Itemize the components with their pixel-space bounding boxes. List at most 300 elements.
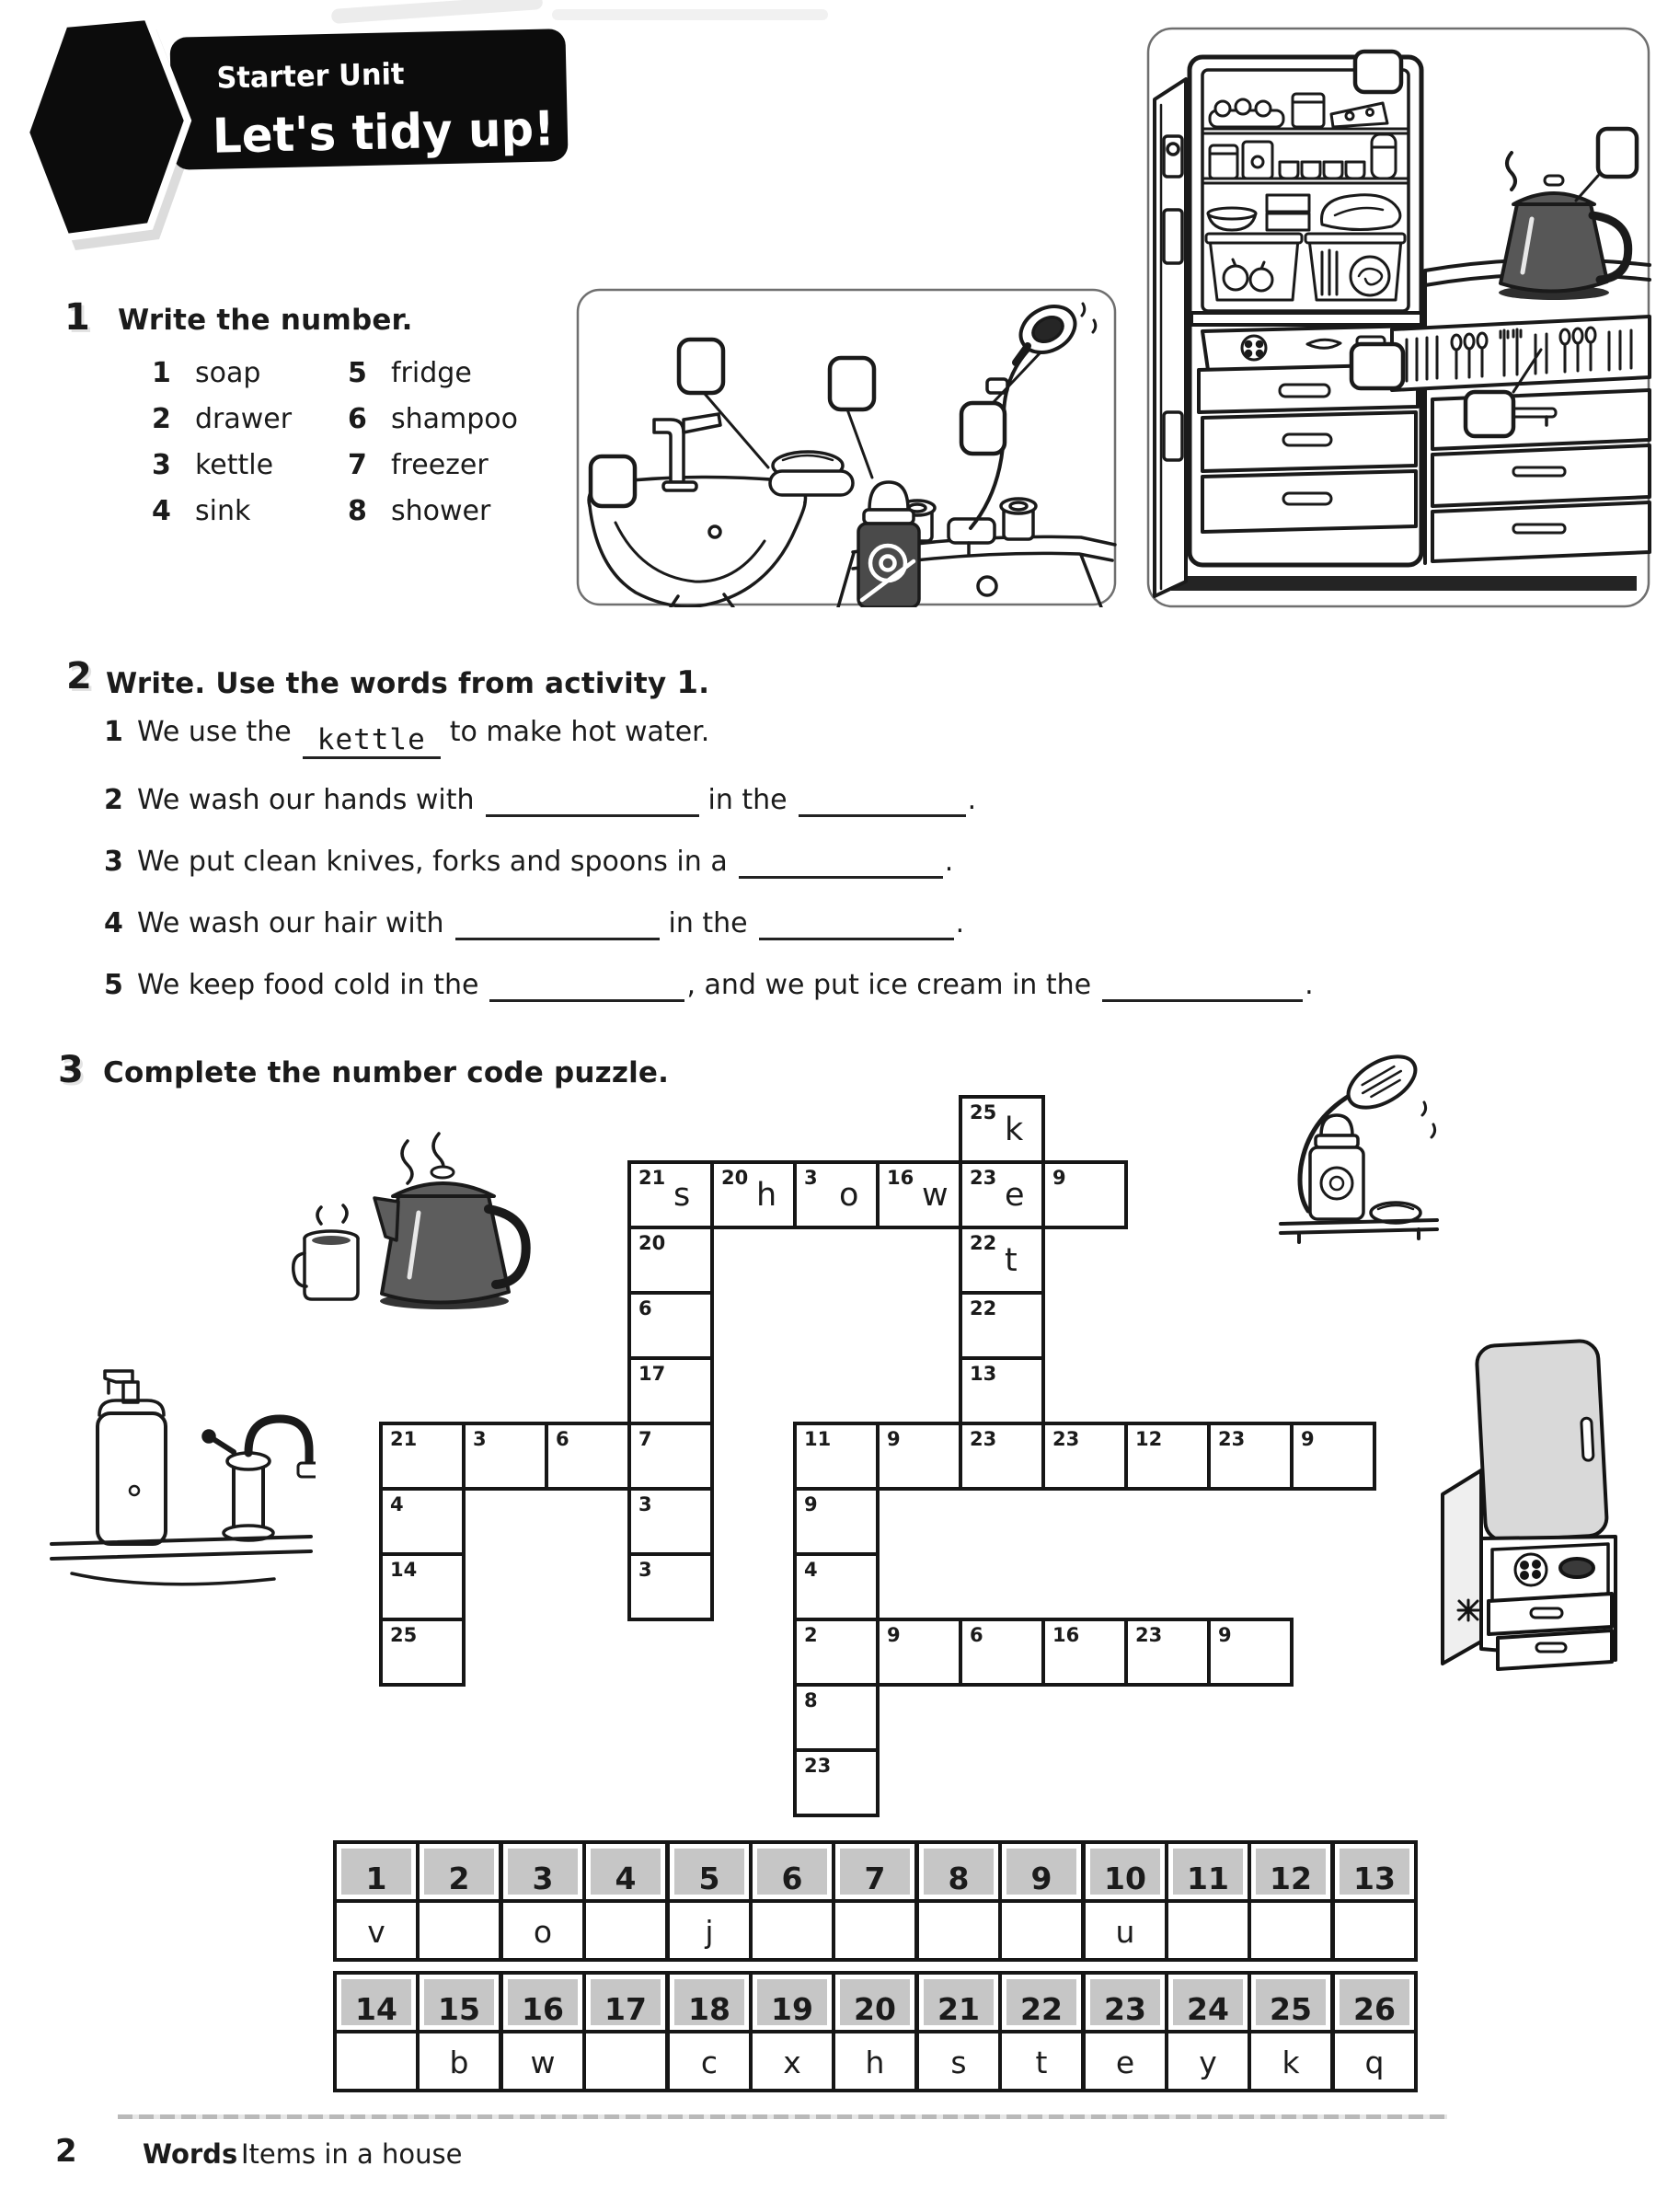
puzzle-cell-letter: o — [839, 1177, 859, 1214]
word-label: drawer — [195, 403, 293, 435]
puzzle-cell-number: 17 — [638, 1363, 666, 1385]
answer-box-shampoo[interactable] — [830, 358, 874, 409]
shower-shelf-illustration — [1244, 1047, 1451, 1245]
puzzle-cell-3[interactable] — [627, 1552, 714, 1621]
code-number-highlight — [1006, 1979, 1076, 2025]
puzzle-cell-number: 9 — [887, 1428, 901, 1450]
code-number-highlight — [424, 1979, 494, 2025]
footer-section: Words — [143, 2138, 238, 2170]
puzzle-cell-23-e — [959, 1160, 1045, 1229]
code-number-cell-2 — [416, 1840, 502, 1903]
code-number: 6 — [781, 1861, 803, 1896]
tap-icon — [203, 1419, 316, 1540]
activity2-instruction: Write. Use the words from activity 1. — [106, 664, 710, 701]
code-number: 8 — [948, 1861, 970, 1896]
tap-base — [663, 482, 696, 490]
puzzle-cell-number: 9 — [804, 1493, 818, 1515]
puzzle-cell-20[interactable] — [627, 1226, 714, 1295]
puzzle-cell-7[interactable] — [627, 1422, 714, 1491]
code-number-highlight — [924, 1979, 994, 2025]
page-number: 2 — [55, 2133, 77, 2170]
puzzle-cell-9[interactable] — [876, 1618, 962, 1687]
code-number-highlight — [1173, 1849, 1243, 1895]
answer-box-kettle[interactable] — [1598, 129, 1637, 177]
word-label: fridge — [391, 357, 472, 389]
code-letter-cell-24 — [1165, 2030, 1251, 2092]
code-number-cell-11 — [1165, 1840, 1251, 1903]
code-number: 25 — [1270, 1991, 1312, 2027]
sink-drain — [709, 526, 720, 537]
sentence-1 — [104, 716, 1300, 759]
code-number: 1 — [365, 1861, 387, 1896]
code-number-cell-21 — [915, 1971, 1002, 2033]
puzzle-cell-number: 23 — [970, 1167, 997, 1189]
sentence-4 — [104, 901, 1300, 940]
fill-in-blank[interactable] — [1102, 962, 1303, 1002]
word-number: 2 — [152, 403, 171, 435]
code-number: 10 — [1104, 1861, 1146, 1896]
puzzle-cell-16-w — [876, 1160, 962, 1229]
code-letter: y — [1199, 2045, 1217, 2080]
sentence-text: We wash our hair with — [137, 907, 444, 939]
kettle-and-mug-illustration — [290, 1102, 538, 1319]
code-number-cell-18 — [666, 1971, 753, 2033]
code-letter-cell-18 — [666, 2030, 753, 2092]
code-number-highlight — [1256, 1849, 1326, 1895]
code-number: 21 — [937, 1991, 980, 2027]
soap-dispenser-tap-illustration — [44, 1351, 316, 1627]
code-number: 26 — [1353, 1991, 1396, 2027]
puzzle-cell-number: 6 — [638, 1297, 652, 1319]
puzzle-cell-12[interactable] — [1124, 1422, 1211, 1491]
puzzle-cell-number: 3 — [638, 1493, 652, 1515]
puzzle-cell-number: 23 — [1135, 1624, 1163, 1646]
code-letter-cell-13[interactable] — [1331, 1899, 1418, 1962]
sentence-number: 3 — [104, 846, 123, 878]
puzzle-cell-number: 6 — [970, 1624, 983, 1646]
code-number-highlight — [924, 1849, 994, 1895]
code-number: 7 — [864, 1861, 886, 1896]
fill-in-blank[interactable] — [739, 839, 943, 879]
sentence-number: 2 — [104, 784, 123, 816]
code-number: 12 — [1270, 1861, 1312, 1896]
code-number-cell-9 — [998, 1840, 1085, 1903]
puzzle-cell-14[interactable] — [379, 1552, 466, 1621]
puzzle-cell-number: 3 — [473, 1428, 487, 1450]
code-letter-cell-11[interactable] — [1165, 1899, 1251, 1962]
sentence-text: We put clean knives, forks and spoons in a — [137, 846, 728, 878]
code-number-cell-26 — [1331, 1971, 1418, 2033]
puzzle-cell-number: 25 — [390, 1624, 418, 1646]
puzzle-cell-25-k — [959, 1095, 1045, 1164]
sentence-text: in the — [668, 907, 748, 939]
kitchen-illustration-panel — [1145, 26, 1651, 609]
code-letter: x — [783, 2045, 801, 2080]
code-number-cell-19 — [749, 1971, 835, 2033]
puzzle-cell-9[interactable] — [793, 1487, 880, 1556]
floor-shadow — [1171, 576, 1637, 591]
code-letter: j — [705, 1914, 714, 1950]
code-table-1-13 — [333, 1840, 1501, 1965]
code-letter: u — [1115, 1914, 1135, 1950]
code-letter-cell-9[interactable] — [998, 1899, 1085, 1962]
code-table-14-26 — [333, 1971, 1501, 2096]
code-number-highlight — [674, 1979, 744, 2025]
code-letter-cell-15 — [416, 2030, 502, 2092]
code-number-highlight — [840, 1849, 910, 1895]
sentence-text: to make hot water. — [449, 716, 710, 748]
code-number-highlight — [591, 1849, 661, 1895]
code-number-cell-23 — [1082, 1971, 1168, 2033]
puzzle-cell-3-o — [793, 1160, 880, 1229]
puzzle-cell-6[interactable] — [959, 1618, 1045, 1687]
code-letter-cell-22 — [998, 2030, 1085, 2092]
code-number-highlight — [840, 1979, 910, 2025]
puzzle-cell-20-h — [710, 1160, 797, 1229]
puzzle-cell-number: 9 — [1301, 1428, 1315, 1450]
code-letter-cell-1 — [333, 1899, 420, 1962]
sentence-number: 1 — [104, 716, 123, 748]
code-letter: b — [449, 2045, 469, 2080]
code-number-highlight — [341, 1849, 411, 1895]
code-number-cell-3 — [500, 1840, 586, 1903]
puzzle-cell-11[interactable] — [793, 1422, 880, 1491]
code-number-cell-17 — [582, 1971, 669, 2033]
bathroom-illustration-panel — [575, 287, 1118, 607]
answer-box-shower[interactable] — [961, 403, 1005, 454]
puzzle-cell-23[interactable] — [1124, 1618, 1211, 1687]
word-label: soap — [195, 357, 261, 389]
code-number-highlight — [757, 1979, 827, 2025]
puzzle-cell-number: 20 — [721, 1167, 749, 1189]
code-letter-cell-23 — [1082, 2030, 1168, 2092]
activity3-number: 3 — [58, 1049, 84, 1091]
fill-in-blank[interactable] — [455, 901, 660, 940]
code-number-highlight — [1090, 1849, 1160, 1895]
answer-box-sink[interactable] — [591, 456, 635, 506]
fill-in-blank[interactable] — [799, 778, 966, 817]
code-letter: w — [530, 2045, 556, 2080]
puzzle-cell-9[interactable] — [876, 1422, 962, 1491]
code-letter: v — [367, 1914, 385, 1950]
puzzle-cell-8[interactable] — [793, 1683, 880, 1752]
sink-edge — [72, 1573, 274, 1584]
fill-in-blank[interactable] — [489, 962, 684, 1002]
answer-box-drawer[interactable] — [1466, 392, 1513, 436]
code-letter-cell-12[interactable] — [1248, 1899, 1334, 1962]
word-number: 8 — [348, 495, 367, 527]
puzzle-cell-number: 20 — [638, 1232, 666, 1254]
fill-in-blank[interactable] — [486, 778, 699, 817]
code-number-highlight — [1090, 1979, 1160, 2025]
sentence-number: 5 — [104, 969, 123, 1001]
puzzle-cell-number: 22 — [970, 1232, 997, 1254]
word-label: shampoo — [391, 403, 519, 435]
puzzle-cell-number: 23 — [1052, 1428, 1080, 1450]
code-number-cell-24 — [1165, 1971, 1251, 2033]
code-number: 16 — [522, 1991, 564, 2027]
code-letter: e — [1115, 2045, 1135, 2080]
code-number-highlight — [1340, 1849, 1409, 1895]
code-letter: q — [1364, 2045, 1385, 2080]
code-letter-cell-4[interactable] — [582, 1899, 669, 1962]
puzzle-cell-23[interactable] — [1207, 1422, 1294, 1491]
puzzle-cell-9[interactable] — [1207, 1618, 1294, 1687]
footer-topic: Items in a house — [241, 2138, 463, 2170]
code-number-highlight — [1340, 1979, 1409, 2025]
code-letter-cell-20 — [832, 2030, 918, 2092]
puzzle-cell-number: 3 — [804, 1167, 818, 1189]
puzzle-cell-letter: w — [922, 1177, 949, 1214]
word-number: 3 — [152, 449, 171, 481]
door-handle — [1581, 1418, 1593, 1461]
code-letter: c — [700, 2045, 719, 2080]
puzzle-cell-9[interactable] — [1041, 1160, 1128, 1229]
code-number-highlight — [674, 1849, 744, 1895]
answer-box-fridge[interactable] — [1355, 52, 1401, 92]
code-number: 3 — [532, 1861, 554, 1896]
code-letter: t — [1035, 2045, 1048, 2080]
puzzle-cell-number: 16 — [1052, 1624, 1080, 1646]
code-letter: o — [533, 1914, 553, 1950]
puzzle-cell-letter: t — [1005, 1242, 1018, 1279]
code-number: 5 — [698, 1861, 720, 1896]
puzzle-cell-letter: k — [1005, 1112, 1024, 1148]
sentence-text: . — [1305, 969, 1314, 1001]
code-letter-cell-25 — [1248, 2030, 1334, 2092]
code-number-cell-12 — [1248, 1840, 1334, 1903]
code-number-highlight — [508, 1979, 578, 2025]
code-number: 20 — [854, 1991, 896, 2027]
sentence-3 — [104, 839, 1300, 879]
activity3-instruction: Complete the number code puzzle. — [103, 1056, 670, 1089]
puzzle-cell-3[interactable] — [627, 1487, 714, 1556]
word-label: kettle — [195, 449, 274, 481]
code-number-highlight — [1256, 1979, 1326, 2025]
puzzle-cell-23[interactable] — [793, 1748, 880, 1817]
code-number-cell-1 — [333, 1840, 420, 1903]
code-letter-cell-7[interactable] — [832, 1899, 918, 1962]
code-number-highlight — [424, 1849, 494, 1895]
code-number-cell-22 — [998, 1971, 1085, 2033]
activity1-number: 1 — [64, 296, 90, 339]
freezer-illustration — [1428, 1332, 1644, 1677]
puzzle-cell-number: 13 — [970, 1363, 997, 1385]
puzzle-cell-16[interactable] — [1041, 1618, 1128, 1687]
code-number-highlight — [1173, 1979, 1243, 2025]
sentence-text: . — [944, 846, 954, 878]
puzzle-cell-letter: e — [1005, 1177, 1025, 1214]
shampoo-bottle — [1310, 1115, 1363, 1219]
sentence-5 — [104, 962, 1314, 1002]
shelf — [1281, 1220, 1437, 1242]
code-number-highlight — [508, 1849, 578, 1895]
code-number-highlight — [757, 1849, 827, 1895]
code-letter-cell-8[interactable] — [915, 1899, 1002, 1962]
snowflake-icon — [1458, 1600, 1478, 1620]
word-number: 5 — [348, 357, 367, 389]
puzzle-cell-23[interactable] — [1041, 1422, 1128, 1491]
puzzle-cell-9[interactable] — [1290, 1422, 1376, 1491]
fridge-divider — [1191, 313, 1421, 325]
code-letter-cell-10 — [1082, 1899, 1168, 1962]
puzzle-cell-number: 9 — [887, 1624, 901, 1646]
puzzle-cell-22[interactable] — [959, 1291, 1045, 1360]
water-drops — [1422, 1102, 1435, 1137]
puzzle-cell-22-t — [959, 1226, 1045, 1295]
code-number-cell-7 — [832, 1840, 918, 1903]
mug — [305, 1238, 358, 1299]
code-number-cell-15 — [416, 1971, 502, 2033]
activity1-instruction: Write the number. — [118, 304, 413, 337]
code-letter-cell-26 — [1331, 2030, 1418, 2092]
code-letter-cell-16 — [500, 2030, 586, 2092]
word-label: shower — [391, 495, 491, 527]
code-number: 9 — [1030, 1861, 1052, 1896]
code-number-highlight — [591, 1979, 661, 2025]
puzzle-cell-25[interactable] — [379, 1618, 466, 1687]
sentence-text: . — [955, 907, 965, 939]
puzzle-cell-number: 9 — [1052, 1167, 1066, 1189]
puzzle-cell-number: 4 — [804, 1559, 818, 1581]
code-number-cell-25 — [1248, 1971, 1334, 2033]
sentence-text: in the — [707, 784, 788, 816]
puzzle-cell-number: 2 — [804, 1624, 818, 1646]
code-number-cell-20 — [832, 1971, 918, 2033]
answer-box-soap[interactable] — [679, 340, 723, 393]
fridge-food — [1208, 94, 1400, 230]
code-number: 15 — [438, 1991, 480, 2027]
sentence-text: We use the — [137, 716, 292, 748]
code-number-cell-5 — [666, 1840, 753, 1903]
code-letter: s — [950, 2045, 967, 2080]
code-number-cell-10 — [1082, 1840, 1168, 1903]
steam-icon — [317, 1205, 347, 1224]
puzzle-cell-number: 23 — [970, 1428, 997, 1450]
shower-head-icon — [1340, 1047, 1423, 1118]
puzzle-cell-23[interactable] — [959, 1422, 1045, 1491]
word-number: 4 — [152, 495, 171, 527]
word-label: sink — [195, 495, 251, 527]
code-letter-cell-14[interactable] — [333, 2030, 420, 2092]
puzzle-cell-3[interactable] — [462, 1422, 548, 1491]
puzzle-cell-number: 14 — [390, 1559, 418, 1581]
puzzle-cell-letter: s — [673, 1177, 691, 1214]
puzzle-cell-letter: h — [756, 1177, 777, 1214]
fill-in-blank[interactable] — [303, 720, 441, 759]
puzzle-cell-number: 8 — [804, 1689, 818, 1711]
code-number: 23 — [1104, 1991, 1146, 2027]
puzzle-cell-4[interactable] — [379, 1487, 466, 1556]
footer-rule — [118, 2114, 1447, 2119]
word-number: 1 — [152, 357, 171, 389]
code-letter-cell-19 — [749, 2030, 835, 2092]
puzzle-cell-17[interactable] — [627, 1356, 714, 1425]
soap-dish — [770, 471, 853, 495]
code-number-cell-14 — [333, 1971, 420, 2033]
code-number: 22 — [1020, 1991, 1063, 2027]
code-number: 17 — [604, 1991, 647, 2027]
code-number-highlight — [341, 1979, 411, 2025]
puzzle-cell-number: 6 — [556, 1428, 569, 1450]
code-letter: h — [865, 2045, 885, 2080]
code-number: 11 — [1187, 1861, 1229, 1896]
code-letter-cell-2[interactable] — [416, 1899, 502, 1962]
freezer-side — [1443, 1470, 1481, 1664]
sentence-2 — [104, 778, 1300, 817]
sentence-number: 4 — [104, 907, 123, 939]
soap-dispenser — [98, 1371, 166, 1544]
puzzle-cell-number: 11 — [804, 1428, 832, 1450]
sentence-text: , and we put ice cream in the — [686, 969, 1092, 1001]
puzzle-cell-number: 7 — [638, 1428, 652, 1450]
code-letter-cell-3 — [500, 1899, 586, 1962]
word-number: 7 — [348, 449, 367, 481]
puzzle-cell-6[interactable] — [545, 1422, 631, 1491]
puzzle-cell-number: 23 — [1218, 1428, 1246, 1450]
code-number-cell-13 — [1331, 1840, 1418, 1903]
puzzle-cell-number: 25 — [970, 1101, 997, 1123]
unit-title: Let's tidy up! — [212, 101, 570, 165]
unit-kicker: Starter Unit — [216, 55, 415, 96]
code-number: 14 — [355, 1991, 397, 2027]
code-letter-cell-5 — [666, 1899, 753, 1962]
code-number: 18 — [688, 1991, 730, 2027]
code-letter-cell-6[interactable] — [749, 1899, 835, 1962]
counter-edge — [52, 1537, 311, 1559]
code-letter-cell-17[interactable] — [582, 2030, 669, 2092]
code-number-cell-8 — [915, 1840, 1002, 1903]
answer-box-freezer[interactable] — [1351, 344, 1403, 388]
bathtub-drain — [978, 577, 996, 595]
code-number: 2 — [448, 1861, 470, 1896]
unit-header-badge — [7, 6, 615, 282]
puzzle-cell-number: 12 — [1135, 1428, 1163, 1450]
code-number: 19 — [771, 1991, 813, 2027]
code-number: 24 — [1187, 1991, 1229, 2027]
fridge-door — [1155, 79, 1186, 596]
code-number: 13 — [1353, 1861, 1396, 1896]
puzzle-cell-4[interactable] — [793, 1552, 880, 1621]
puzzle-cell-number: 21 — [390, 1428, 418, 1450]
puzzle-cell-number: 21 — [638, 1167, 666, 1189]
puzzle-cell-number: 16 — [887, 1167, 914, 1189]
sentence-text: We keep food cold in the — [137, 969, 479, 1001]
puzzle-cell-21[interactable] — [379, 1422, 466, 1491]
code-number-cell-16 — [500, 1971, 586, 2033]
activity2-number: 2 — [66, 655, 92, 697]
fill-in-blank[interactable] — [759, 901, 954, 940]
code-letter: k — [1282, 2045, 1300, 2080]
handwritten-answer: kettle — [316, 723, 426, 756]
freezer-basket — [1492, 1544, 1608, 1601]
puzzle-cell-number: 3 — [638, 1559, 652, 1581]
puzzle-cell-number: 9 — [1218, 1624, 1232, 1646]
puzzle-cell-number: 23 — [804, 1755, 832, 1777]
sentence-text: We wash our hands with — [137, 784, 475, 816]
code-number-cell-4 — [582, 1840, 669, 1903]
puzzle-cell-2[interactable] — [793, 1618, 880, 1687]
puzzle-cell-number: 22 — [970, 1297, 997, 1319]
code-number-highlight — [1006, 1849, 1076, 1895]
puzzle-cell-13[interactable] — [959, 1356, 1045, 1425]
word-label: freezer — [391, 449, 489, 481]
word-number: 6 — [348, 403, 367, 435]
puzzle-cell-21-s — [627, 1160, 714, 1229]
sentence-text: . — [967, 784, 977, 816]
code-number-cell-6 — [749, 1840, 835, 1903]
puzzle-cell-6[interactable] — [627, 1291, 714, 1360]
